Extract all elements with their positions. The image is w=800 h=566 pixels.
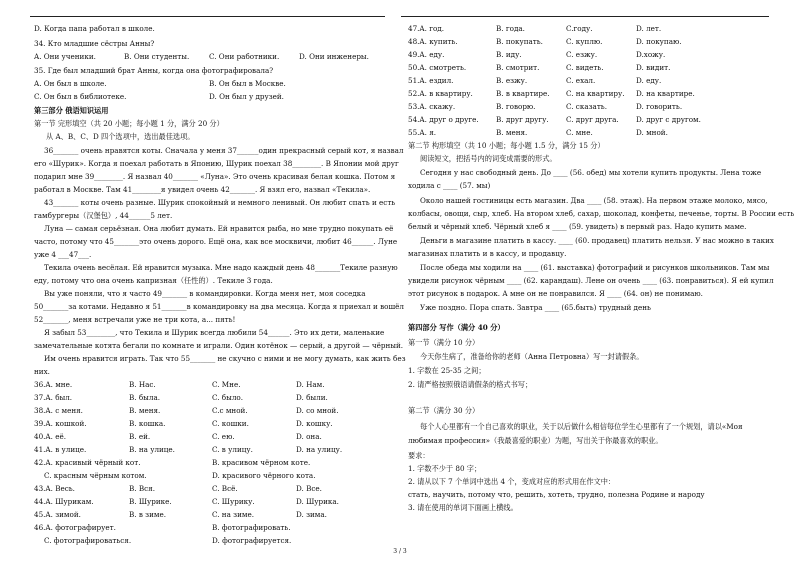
option-d: D. Нам. — [296, 380, 325, 389]
option-b: B. покупать. — [496, 37, 543, 46]
passage2-line: Уже поздно. Пора спать. Завтра ____ (65.быть) трудный день — [420, 303, 651, 312]
option-a: 52.A. в квартиру. — [408, 89, 473, 98]
option-d: D. на улицу. — [296, 445, 343, 454]
passage2-line: колбасы, овощи, сыр, хлеб. На втором хлеб, сахар, шоколад, конфеты, печенье, торты. В России есть — [408, 209, 795, 218]
section-3-instruction: 从 A、B、C、D 四个选项中，选出最佳选项。 — [46, 132, 195, 141]
passage2-line: белый и чёрный хлеб. Чёрный хлеб я ____ (59. увидеть) в первый раз. Надо купить маме. — [408, 222, 747, 231]
option-c: C. красным чёрным котом. — [44, 471, 147, 480]
option-a: 48.A. купить. — [408, 37, 458, 46]
passage-line: работал в Москве. Там 41________я увидел очень 42_______. Я взял его, назвал «Текила». — [34, 185, 371, 194]
option-c: C. куплю. — [566, 37, 603, 46]
q34-option-a: A. Они ученики. — [34, 52, 96, 61]
option-a: 42.A. красивый чёрный кот. — [34, 458, 141, 467]
passage-line: Им очень нравится играть. Так что 55_______ не скучно с ними и не могу думать, как жить без — [44, 354, 406, 363]
option-a: 36.A. мне. — [34, 380, 73, 389]
passage2-line: ходила с ____ (57. мы) — [408, 181, 491, 190]
requirement-2: 2. 请从以下 7 个单词中选出 4 个，变成对应的形式用在作文中： — [408, 477, 616, 486]
option-b: B. кошка. — [129, 419, 166, 428]
section-4-title: 第四部分 写作（满分 40 分） — [408, 323, 505, 332]
section-3-subtitle: 第一节 完形填空（共 20 小题；每小题 1 分，满分 20 分） — [34, 119, 224, 128]
q34-option-c: C. Они работники. — [209, 52, 280, 61]
option-d: D. видит. — [636, 63, 671, 72]
passage-line: уже 4 ___47___. — [34, 250, 92, 259]
option-c: C. ехал. — [566, 76, 596, 85]
word-list: стать, научить, потому что, решить, хотеть, трудно, полезна Родине и народу — [408, 490, 705, 499]
option-d: D. на квартире. — [636, 89, 695, 98]
option-a: 53.A. скажу. — [408, 102, 456, 111]
option-a: 43.A. Весь. — [34, 484, 75, 493]
option-d: D. красивого чёрного кота. — [212, 471, 316, 480]
option-d: D. со мной. — [296, 406, 339, 415]
passage-line: 52_______, меня встречали уже не три кота, а... пять! — [34, 315, 236, 324]
passage2-line: этот рисунок в подарок. А мне он не понравился. Я ____ (64. он) не понимаю. — [408, 289, 703, 298]
option-d: D. кошку. — [296, 419, 333, 428]
option-c: C. друг друга. — [566, 115, 619, 124]
option-b: B. на улице. — [129, 445, 175, 454]
option-d: D. мной. — [636, 128, 668, 137]
q35-option-b: B. Он был в Москве. — [209, 79, 286, 88]
option-d: D. еду. — [636, 76, 662, 85]
option-b: B. Шурике. — [129, 497, 172, 506]
option-b: B. была. — [129, 393, 161, 402]
q35-option-a: A. Он был в школе. — [34, 79, 107, 88]
option-c: C. Шурику. — [212, 497, 255, 506]
requirements-label: 要求： — [408, 451, 430, 460]
passage-line: 43_______ коты очень разные. Шурик спокойный и немного ленивый. Он любит спать и есть — [44, 198, 396, 207]
option-c: C. мне. — [566, 128, 593, 137]
option-c: C. кошки. — [212, 419, 249, 428]
option-b: B. Вся. — [129, 484, 155, 493]
passage-line: гамбургеры（汉堡包）, 44______5 лет. — [34, 211, 173, 220]
q33-option-d: D. Когда папа работал в школе. — [34, 24, 155, 33]
option-d: D. лет. — [636, 24, 662, 33]
passage2-line: Около нашей гостиницы есть магазин. Два ____ (58. этаж). На первом этаже молоко, мясо, — [420, 196, 768, 205]
option-c: C. в улицу. — [212, 445, 253, 454]
passage2-line: После обеда мы ходили на ____ (61. выставка) фотографий и рисунков школьников. Там мы — [420, 263, 770, 272]
option-a: 54.A. друг о друге. — [408, 115, 479, 124]
option-b: B. меня. — [496, 128, 528, 137]
option-c: C. было. — [212, 393, 244, 402]
top-rule-left — [30, 16, 385, 17]
option-a: 50.A. смотреть. — [408, 63, 467, 72]
option-b: B. друг другу. — [496, 115, 549, 124]
option-b: B. езжу. — [496, 76, 528, 85]
passage2-line: магазинах платить и в кассу, и продавцу. — [408, 249, 567, 258]
option-c: C. езжу. — [566, 50, 598, 59]
option-b: B. иду. — [496, 50, 522, 59]
passage-line: 50_______за котами. Недавно я 51_______в командировку на два месяца. Когда я приехал и вошёл — [34, 302, 404, 311]
passage-line: них. — [34, 367, 50, 376]
section-4-part1-req2: 2. 请严格按照俄语请假条的格式书写； — [408, 380, 533, 389]
top-rule-right — [401, 16, 769, 17]
passage-line: еду, потому что она очень капризная（任性的）. Текиле 3 года. — [34, 276, 273, 285]
option-d: D.хожу. — [636, 50, 666, 59]
passage2-line: Сегодня у нас свободный день. До ____ (56. обед) мы хотели купить продукты. Лена тоже — [420, 168, 762, 177]
q34-option-d: D. Они инженеры. — [299, 52, 369, 61]
option-a: 40.A. её. — [34, 432, 66, 441]
option-d: D. Шурика. — [296, 497, 339, 506]
passage-line: часто, потому что 45_______это очень дорого. Ещё она, как все москвичи, любит 46______. Луне — [34, 237, 398, 246]
passage-line: Вы уже поняли, что я часто 49_______ в командировки. Когда меня нет, моя соседка — [44, 289, 366, 298]
option-c: C. на квартиру. — [566, 89, 625, 98]
option-a: 39.A. кошкой. — [34, 419, 87, 428]
option-b: B. фотографировать. — [212, 523, 291, 532]
option-d: D. Все. — [296, 484, 322, 493]
option-c: C.с мной. — [212, 406, 248, 415]
option-c: C. сказать. — [566, 102, 607, 111]
option-a: 41.A. в улице. — [34, 445, 87, 454]
q34-option-b: B. Они студенты. — [124, 52, 190, 61]
option-c: C. видеть. — [566, 63, 604, 72]
option-d: D. говорить. — [636, 102, 683, 111]
passage2-line: увидели рисунок чёрным ____ (62. карандаш). Лене он очень ____ (63. понравиться). Я ей купил — [408, 276, 774, 285]
option-b: B. смотрит. — [496, 63, 540, 72]
option-b: B. меня. — [129, 406, 161, 415]
section-4-part1-prompt: 今天你生病了，准备给你的老师（Анна Петровна）写一封请假条。 — [420, 352, 644, 361]
option-b: B. ей. — [129, 432, 151, 441]
passage-line: Текила очень весёлая. Ей нравится музыка. Мне надо каждый день 48_______Текиле разную — [44, 263, 398, 272]
section-4-part2-title: 第二节（满分 30 分） — [408, 406, 480, 415]
option-c: C.году. — [566, 24, 593, 33]
question-35: 35. Где был младший брат Анны, когда она фотографировала? — [34, 66, 274, 75]
option-c: C. фотографироваться. — [44, 536, 132, 545]
section-4-part2-prompt: 每个人心里都有一个自己喜欢的职业，关于以后做什么相信每位学生心里都有了一个规划，请以«Моя — [420, 422, 743, 431]
passage2-line: Деньги в магазине платить в кассу. ____ (60. продавец) платить нельзя. У нас можно в таких — [420, 236, 774, 245]
option-b: B. красивом чёрном коте. — [212, 458, 311, 467]
passage-line: 36_______ очень нравятся коты. Сначала у меня 37______один прекрасный серый кот, я назвал — [44, 146, 404, 155]
option-a: 44.A. Шурикам. — [34, 497, 94, 506]
option-a: 37.A. был. — [34, 393, 73, 402]
option-a: 49.A. еду. — [408, 50, 445, 59]
option-c: C. на зиме. — [212, 510, 255, 519]
option-d: D. друг с другом. — [636, 115, 701, 124]
option-a: 46.A. фотографирует. — [34, 523, 116, 532]
passage-line: подарил мне 39________. Я назвал 40_______ «Луна». Это очень красивая белая кошка. Потом я — [34, 172, 396, 181]
option-a: 51.A. ездил. — [408, 76, 454, 85]
q35-option-d: D. Он был у друзей. — [209, 92, 284, 101]
passage-line: Я забыл 53________, что Текила и Шурик всегда любили 54______. Это их дети, маленькие — [44, 328, 385, 337]
option-b: B. в зиме. — [129, 510, 167, 519]
option-c: C. ею. — [212, 432, 235, 441]
section-4-part2-prompt: любимая профессия»（我最喜爱的职业）为题，写出关于你最喜欢的职业。 — [408, 436, 663, 445]
option-b: B. года. — [496, 24, 525, 33]
option-b: B. в квартире. — [496, 89, 550, 98]
option-d: D. фотографируется. — [212, 536, 292, 545]
section-4-part1-title: 第一节（满分 10 分） — [408, 338, 480, 347]
option-d: D. были. — [296, 393, 328, 402]
passage-line: замечательные котята бегали по комнате и играли. Один котёнок — серый, а другой — чёрный. — [34, 341, 404, 350]
option-b: B. говорю. — [496, 102, 536, 111]
option-d: D. она. — [296, 432, 322, 441]
page-number: 3 / 3 — [393, 548, 407, 555]
option-a: 38.A. с меня. — [34, 406, 83, 415]
section-3-part2-title: 第二节 构形填空（共 10 小题；每小题 1.5 分，满分 15 分） — [408, 141, 605, 150]
option-b: B. Нас. — [129, 380, 156, 389]
passage-line: его «Шурик». Когда я поехал работать в Японию, Шурик поехал 38________. В Японии мой друг — [34, 159, 399, 168]
option-c: C. Мне. — [212, 380, 241, 389]
section-3-part2-instruction: 阅读短文，把括号内的词变成需要的形式。 — [420, 154, 557, 163]
option-a: 45.A. зимой. — [34, 510, 81, 519]
option-d: D. зима. — [296, 510, 327, 519]
section-4-part1-req1: 1. 字数在 25-35 之间； — [408, 366, 486, 375]
option-a: 55.A. я. — [408, 128, 437, 137]
section-3-title: 第三部分 俄语知识运用 — [34, 106, 109, 115]
requirement-1: 1. 字数不少于 80 字； — [408, 464, 482, 473]
question-34: 34. Кто младшие сёстры Анны? — [34, 39, 155, 48]
passage-line: Луна — самая серьёзная. Она любит думать. Ей нравится рыба, но мне трудно покупать её — [44, 224, 394, 233]
option-d: D. покупаю. — [636, 37, 682, 46]
option-c: C. Всё. — [212, 484, 238, 493]
requirement-3: 3. 请在使用的单词下面画上横线。 — [408, 503, 518, 512]
q35-option-c: C. Он был в библиотеке. — [34, 92, 127, 101]
option-a: 47.A. год. — [408, 24, 444, 33]
